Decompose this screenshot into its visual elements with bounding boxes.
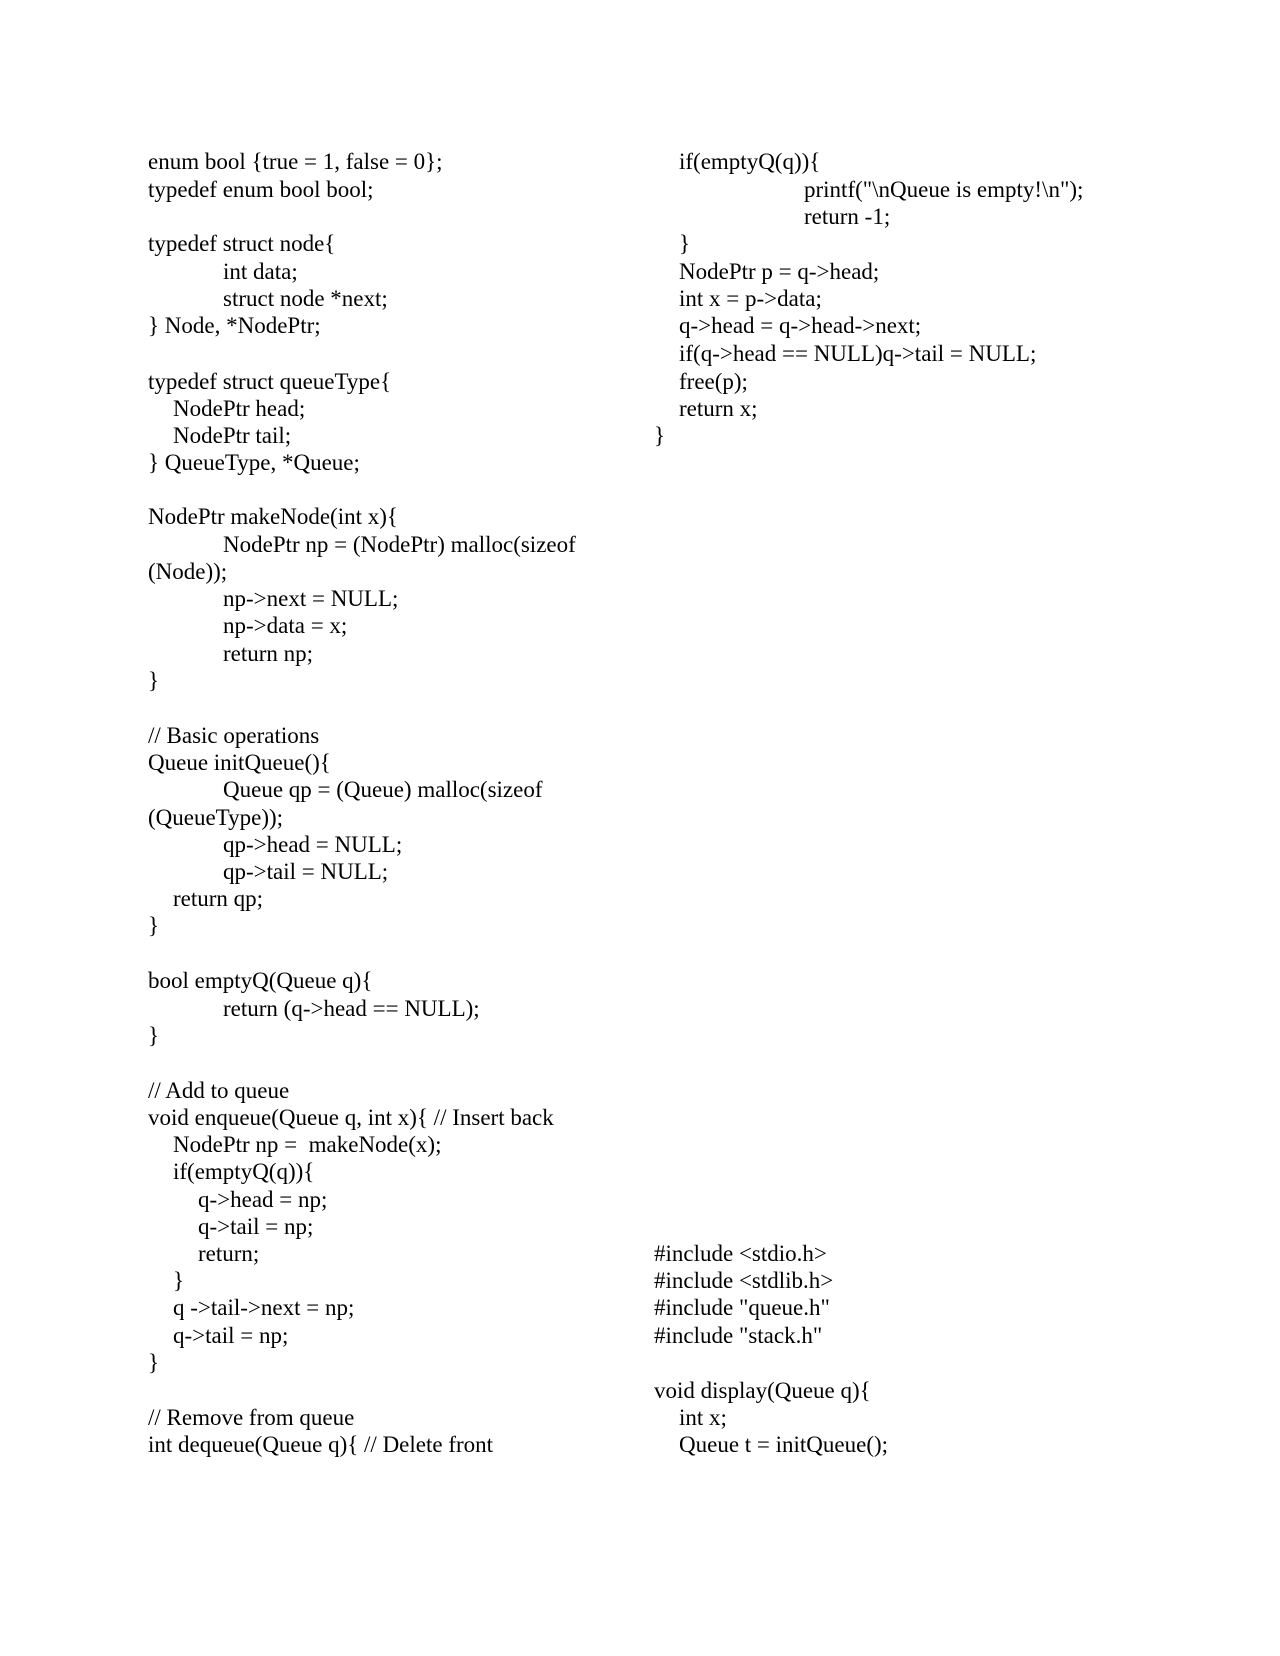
code-line: qp->tail = NULL;	[223, 859, 389, 884]
code-line: } QueueType, *Queue;	[148, 450, 360, 475]
code-line: return qp;	[173, 886, 264, 911]
code-line: // Add to queue	[148, 1078, 290, 1103]
code-line: qp->head = NULL;	[223, 832, 403, 857]
code-line: return (q->head == NULL);	[223, 996, 480, 1021]
code-line: np->next = NULL;	[223, 586, 399, 611]
code-line: int x = p->data;	[679, 286, 822, 311]
code-line: }	[679, 231, 691, 256]
code-line: struct node *next;	[223, 286, 388, 311]
code-line: }	[173, 1268, 185, 1293]
code-line: if(emptyQ(q)){	[173, 1159, 315, 1184]
code-line: typedef struct queueType{	[148, 369, 392, 394]
code-line: free(p);	[679, 369, 748, 394]
code-line: if(emptyQ(q)){	[679, 149, 821, 174]
code-line: // Remove from queue	[148, 1405, 355, 1430]
code-line: return;	[198, 1241, 260, 1266]
code-line: }	[654, 423, 666, 448]
code-line: #include "queue.h"	[654, 1295, 830, 1320]
code-line: q->head = q->head->next;	[679, 313, 922, 338]
code-line: #include <stdio.h>	[654, 1241, 827, 1266]
code-line: NodePtr head;	[173, 396, 306, 421]
code-line: #include "stack.h"	[654, 1323, 823, 1348]
code-line: printf("\nQueue is empty!\n");	[804, 177, 1084, 202]
code-line: }	[148, 913, 160, 938]
code-line: int x;	[679, 1405, 727, 1430]
code-line: q->head = np;	[198, 1187, 328, 1212]
code-line: NodePtr np = makeNode(x);	[173, 1132, 442, 1157]
code-line: return x;	[679, 396, 758, 421]
code-line: bool emptyQ(Queue q){	[148, 968, 373, 993]
code-line: Queue qp = (Queue) malloc(sizeof	[223, 777, 543, 802]
code-line: return -1;	[804, 204, 891, 229]
code-line: Queue t = initQueue();	[679, 1432, 889, 1457]
code-line: NodePtr tail;	[173, 423, 292, 448]
code-line: enum bool {true = 1, false = 0};	[148, 149, 443, 174]
code-line: Queue initQueue(){	[148, 750, 331, 775]
code-line: NodePtr np = (NodePtr) malloc(sizeof	[223, 532, 576, 557]
code-line: if(q->head == NULL)q->tail = NULL;	[679, 341, 1037, 366]
code-line: np->data = x;	[223, 613, 348, 638]
code-line: NodePtr p = q->head;	[679, 259, 880, 284]
code-line: q->tail = np;	[198, 1214, 314, 1239]
code-line: // Basic operations	[148, 723, 320, 748]
code-line: void display(Queue q){	[654, 1378, 871, 1403]
code-line: NodePtr makeNode(int x){	[148, 504, 398, 529]
code-line: typedef struct node{	[148, 231, 336, 256]
code-line: (Node));	[148, 559, 228, 584]
code-line: return np;	[223, 641, 314, 666]
code-line: typedef enum bool bool;	[148, 177, 374, 202]
code-line: }	[148, 1350, 160, 1375]
code-line: #include <stdlib.h>	[654, 1268, 834, 1293]
code-line: }	[148, 668, 160, 693]
code-line: int dequeue(Queue q){ // Delete front	[148, 1432, 494, 1457]
code-line: q->tail = np;	[173, 1323, 289, 1348]
code-line: }	[148, 1023, 160, 1048]
code-line: void enqueue(Queue q, int x){ // Insert back	[148, 1105, 554, 1130]
code-line: (QueueType));	[148, 805, 284, 830]
code-line: q ->tail->next = np;	[173, 1295, 355, 1320]
code-line: int data;	[223, 259, 298, 284]
code-line: } Node, *NodePtr;	[148, 313, 321, 338]
